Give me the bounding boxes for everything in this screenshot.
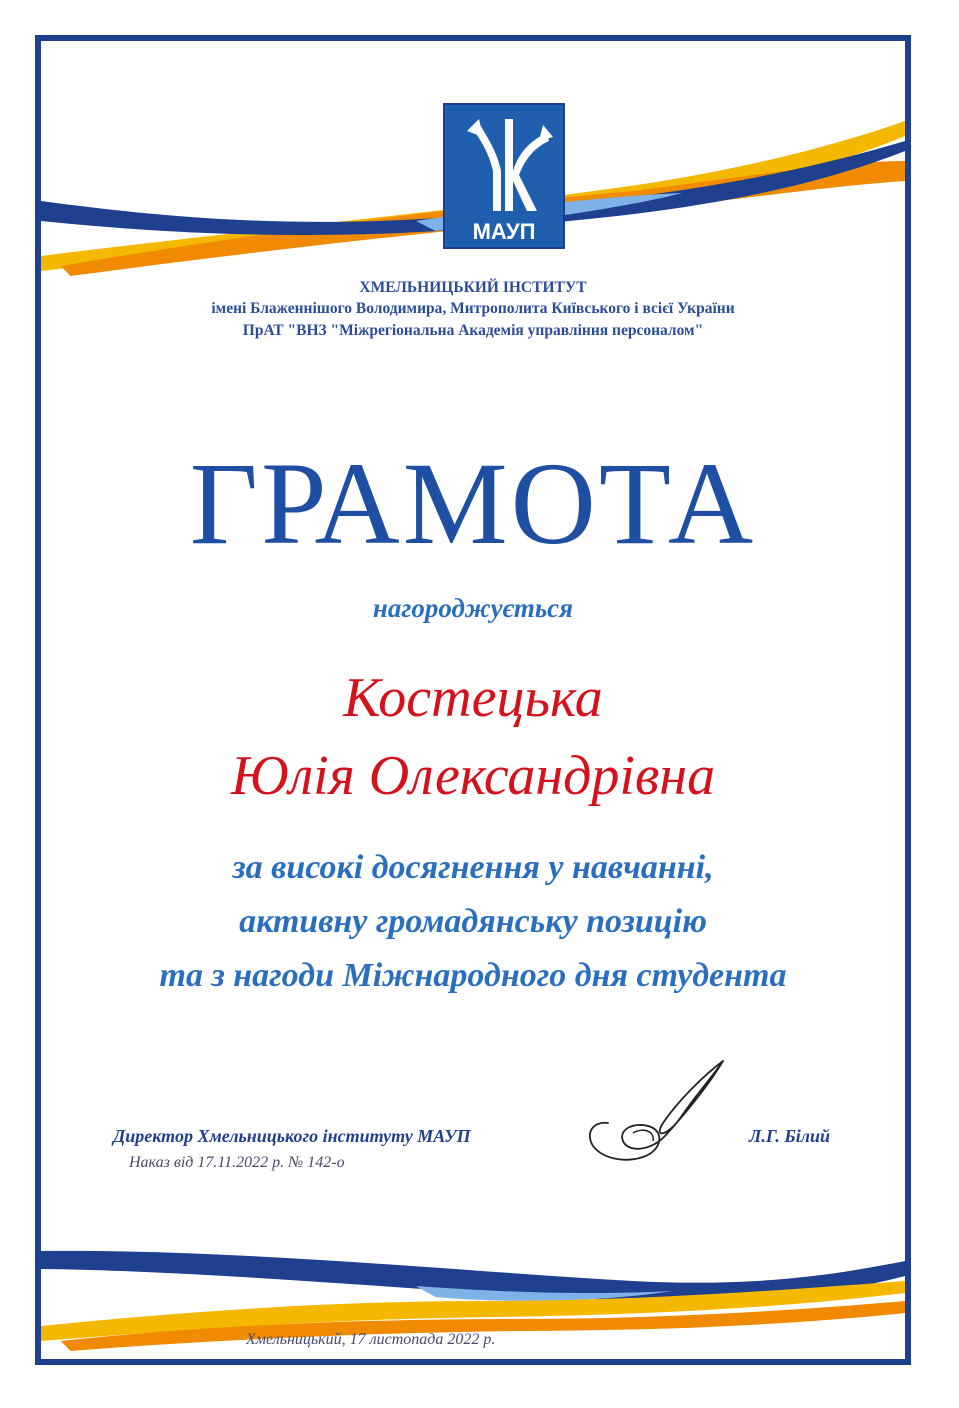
place-and-date: Хмельницький, 17 листопада 2022 р. bbox=[246, 1331, 496, 1348]
maup-logo bbox=[443, 103, 565, 249]
reason-line-1: за високі досягнення у навчанні, bbox=[232, 849, 714, 886]
director-title: Директор Хмельницького інституту МАУП bbox=[113, 1126, 471, 1146]
recipient-surname: Костецька bbox=[343, 667, 603, 729]
certificate-title: ГРАМОТА bbox=[189, 438, 757, 569]
institute-academy-line: ПрАТ "ВНЗ "Міжрегіональна Академія управління персоналом" bbox=[242, 322, 704, 339]
awarded-text: нагороджується bbox=[372, 593, 574, 623]
recipient-given-names: Юлія Олександрівна bbox=[230, 745, 716, 807]
handwritten-signature bbox=[573, 1041, 743, 1201]
signer-name: Л.Г. Білий bbox=[749, 1126, 831, 1146]
certificate-frame bbox=[35, 35, 911, 1365]
maup-emblem-icon bbox=[453, 111, 557, 223]
reason-line-2: активну громадянську позицію bbox=[239, 903, 707, 940]
reason-line-3: та з нагоди Міжнародного дня студента bbox=[159, 957, 787, 994]
logo-text: МАУП bbox=[472, 219, 536, 244]
institute-name-line: ХМЕЛЬНИЦЬКИЙ ІНСТИТУТ bbox=[359, 279, 587, 296]
order-reference: Наказ від 17.11.2022 р. № 142-о bbox=[129, 1154, 345, 1171]
institute-patron-line: імені Блаженнішого Володимира, Митрополита Київського і всієї України bbox=[211, 300, 735, 317]
